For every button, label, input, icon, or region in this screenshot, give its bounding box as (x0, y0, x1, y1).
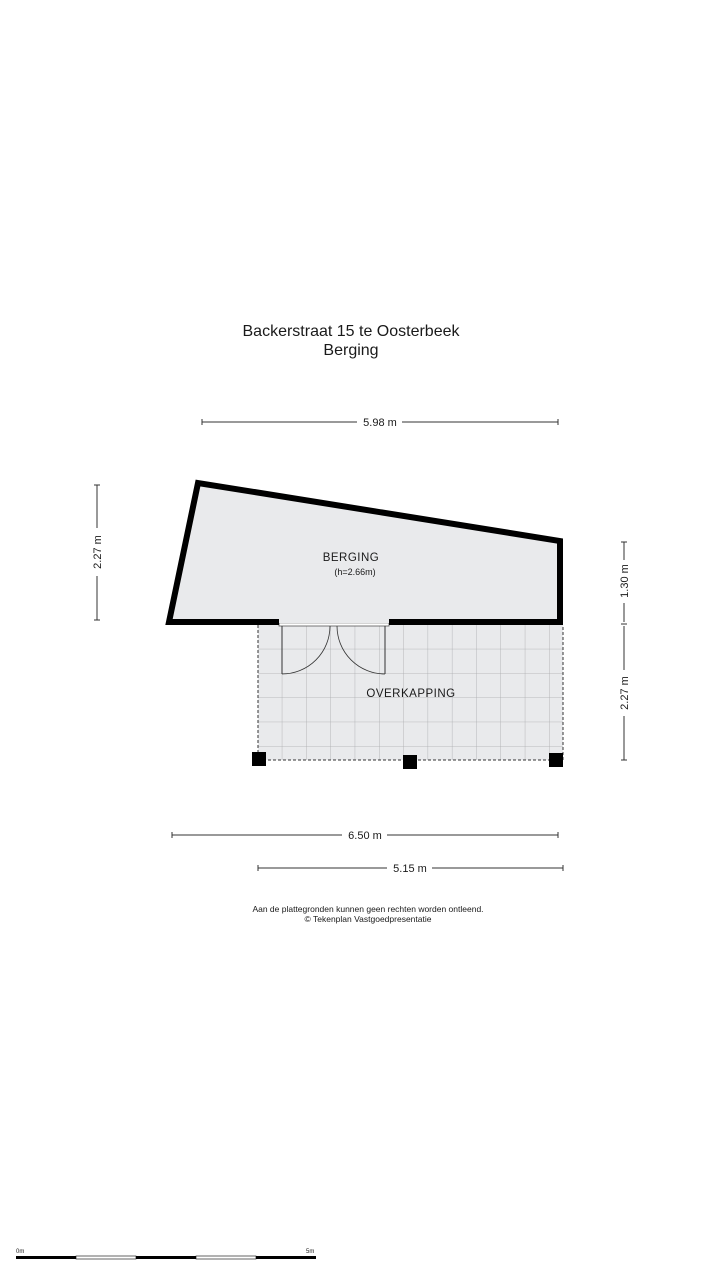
copyright-text: © Tekenplan Vastgoedpresentatie (304, 914, 432, 924)
plan-title: Backerstraat 15 te Oosterbeek (242, 323, 460, 340)
post-middle (403, 755, 417, 769)
scale-bar-end: 5m (306, 1249, 315, 1255)
floor-name: Berging (323, 342, 379, 359)
dimension-right-lower-label: 2.27 m (619, 676, 631, 710)
dimension-right-lower (619, 624, 631, 760)
room-height-storage: (h=2.66m) (334, 567, 376, 577)
disclaimer-text: Aan de plattegronden kunnen geen rechten worden ontleend. (252, 904, 484, 914)
dimension-bottom-covered-label: 5.15 m (393, 863, 427, 875)
room-label-storage: BERGING (322, 552, 380, 564)
dimension-right-upper-label: 1.30 m (619, 564, 631, 598)
room-label-covered: OVERKAPPING (366, 688, 456, 700)
dimension-left-height-label: 2.27 m (92, 535, 104, 569)
scale-bar (16, 1249, 316, 1259)
dimension-top-width (202, 417, 558, 429)
dimension-left-height (92, 485, 104, 620)
dimension-top-width-label: 5.98 m (363, 417, 397, 429)
dimension-bottom-total-label: 6.50 m (348, 830, 382, 842)
dimension-right-upper (619, 542, 631, 622)
scale-bar-start: 0m (16, 1249, 25, 1255)
dimension-bottom-total (172, 830, 558, 842)
post-right (549, 753, 563, 767)
dimension-bottom-covered (258, 863, 563, 875)
footer-notes (0, 904, 720, 924)
post-left (252, 752, 266, 766)
